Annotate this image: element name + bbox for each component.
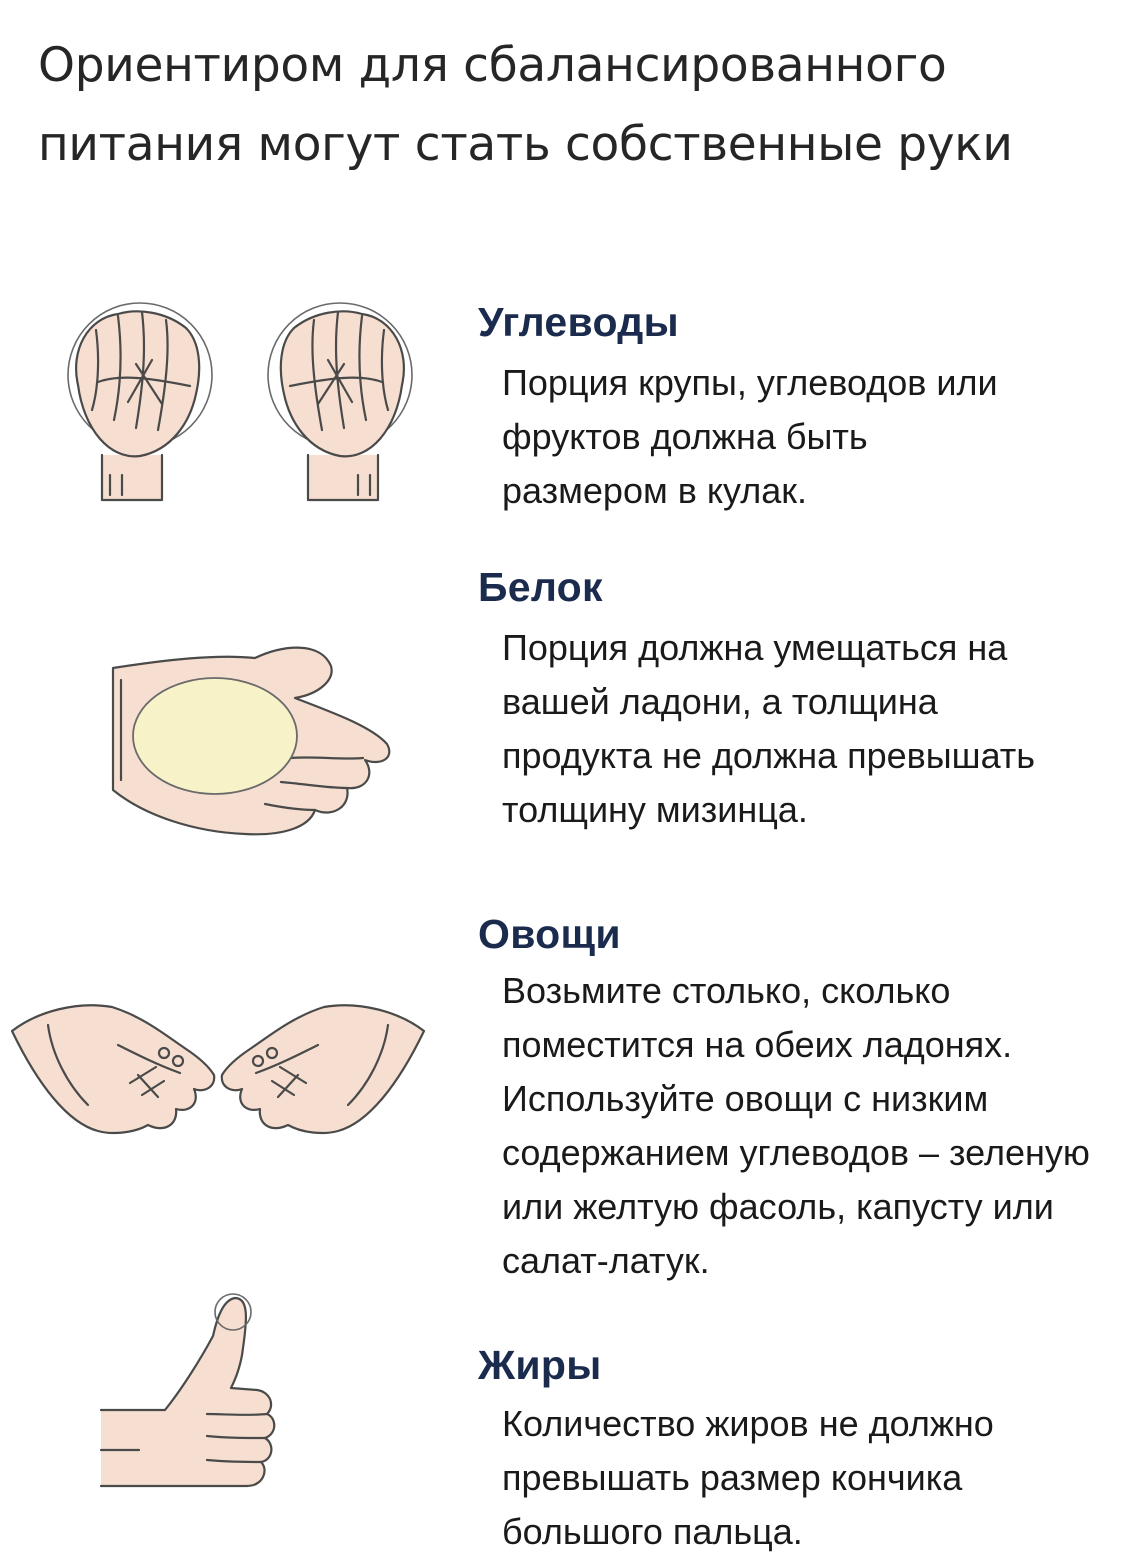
section-text-protein: Порция должна умещаться на вашей ладони, а толщина продукта не должна превышать толщину мизинца. — [502, 627, 1036, 830]
section-carbs — [478, 300, 1118, 518]
fists-icon — [40, 290, 430, 520]
palm-icon — [95, 640, 405, 840]
section-text-vegetables: Возьмите столько, сколько поместится на обеих ладонях. Используйте овощи с низким содержанием углеводов – зеленую или желтую фасоль, капусту или салат-латук. — [502, 970, 1090, 1281]
section-heading-protein: Белок — [478, 564, 603, 610]
section-heading-carbs: Углеводы — [478, 299, 679, 345]
page-title: Ориентиром для сбалансированного питания могут стать собственные руки — [38, 38, 1013, 172]
section-vegetables — [478, 912, 1118, 1288]
section-heading-fats: Жиры — [478, 1342, 602, 1388]
section-heading-vegetables: Овощи — [478, 911, 621, 957]
section-text-fats: Количество жиров не должно превышать размер кончика большого пальца. — [502, 1403, 994, 1552]
thumbs-up-icon — [95, 1290, 285, 1500]
section-fats — [478, 1343, 1118, 1559]
cupped-hands-icon — [8, 985, 428, 1145]
section-protein — [478, 565, 1118, 837]
section-text-carbs: Порция крупы, углеводов или фруктов должна быть размером в кулак. — [502, 362, 998, 511]
